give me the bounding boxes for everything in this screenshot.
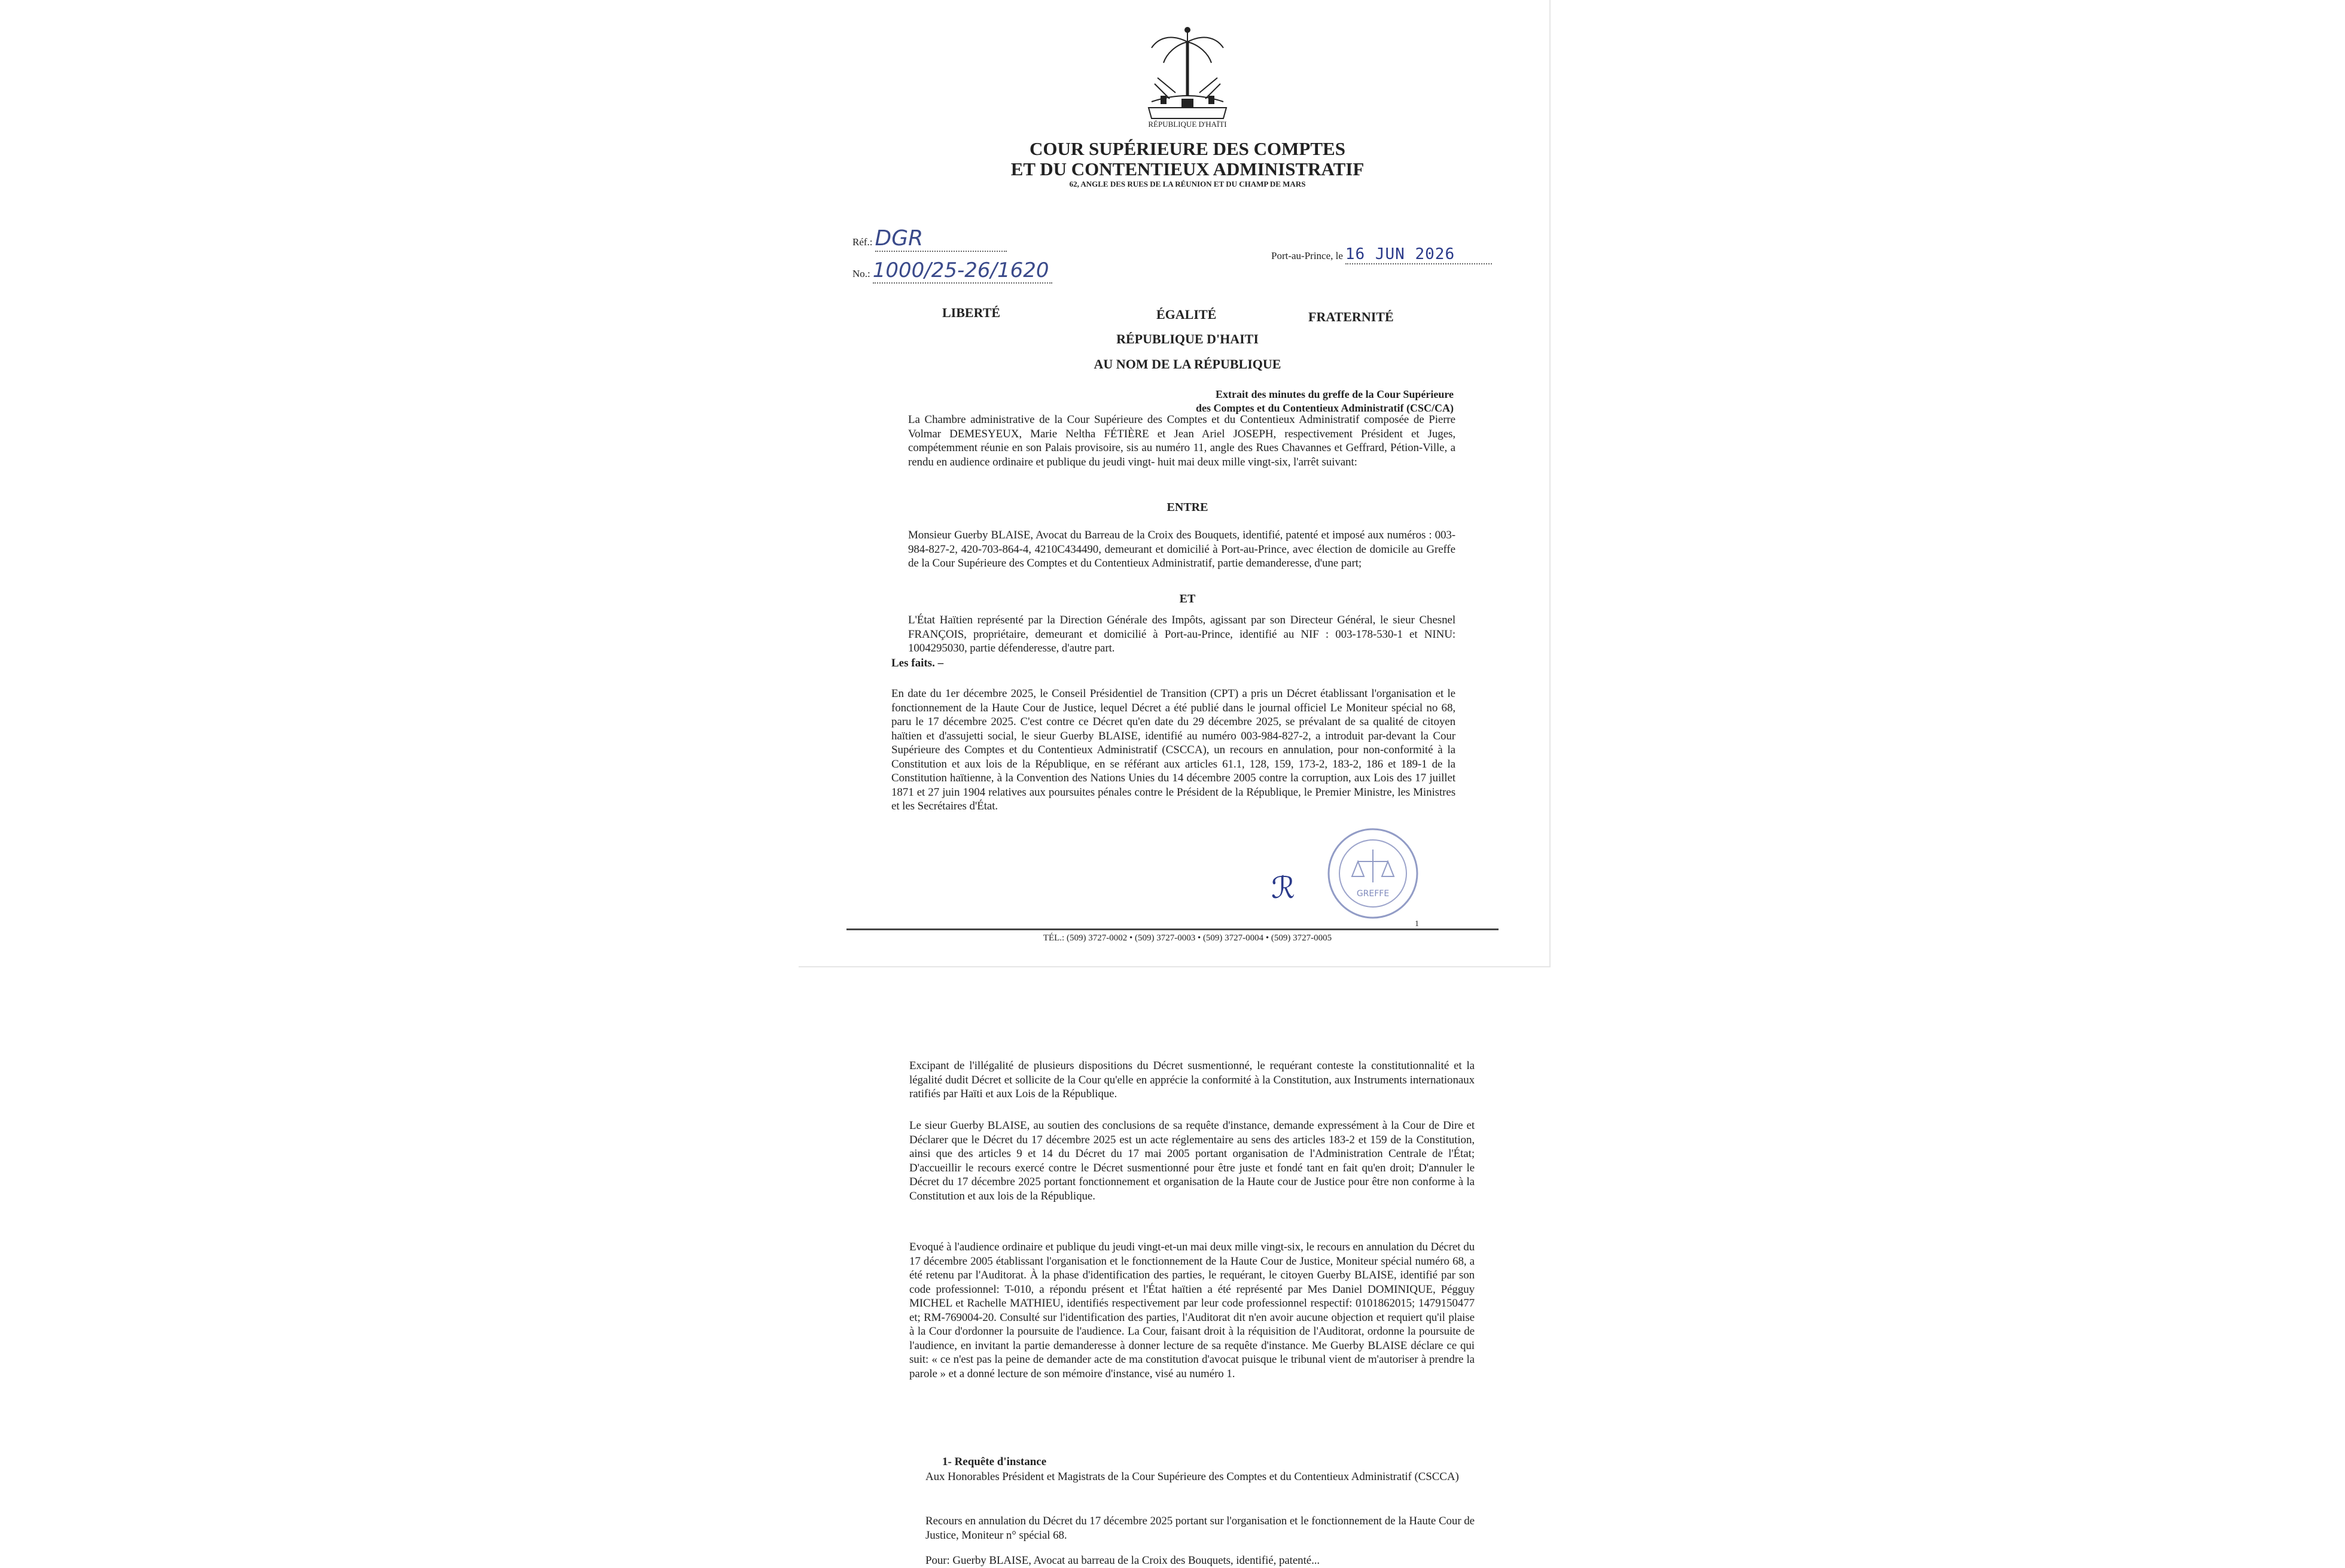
- date-row: [1271, 245, 1492, 264]
- paragraph-pour-partial: Pour: Guerby BLAISE, Avocat au barreau de la Croix des Bouquets, identifié, patenté...: [925, 1554, 1320, 1567]
- no-value-handwritten: 1000/25-26/1620: [873, 258, 1052, 284]
- ref-row: [852, 226, 1007, 252]
- seal-label: GREFFE: [1356, 889, 1390, 899]
- court-title-line2: ET DU CONTENTIEUX ADMINISTRATIF: [1010, 159, 1365, 179]
- paragraph-chambre: La Chambre administrative de la Cour Supérieure des Comptes et du Contentieux Administratif composée de Pierre Volmar DEMESYEUX, Marie Neltha FÉTIÈRE et Jean Ariel JOSEPH, respectivement Président et Juges, compétemment réunie en son Palais provisoire, sis au numéro 11, angle des Rues Chavannes et Geffrard, Pétion-Ville, a rendu en audience ordinaire et publique du jeudi vingt- huit mai deux mille vingt-six, l'arrêt suivant:: [908, 413, 1455, 468]
- extrait-block: [1116, 388, 1454, 415]
- heading-entre: ENTRE: [1167, 501, 1208, 514]
- court-address: 62, ANGLE DES RUES DE LA RÉUNION ET DU CHAMP DE MARS: [1069, 179, 1306, 188]
- extrait-line2: des Comptes et du Contentieux Administratif (CSC/CA): [1196, 402, 1454, 414]
- paragraph-evoque: Evoqué à l'audience ordinaire et publique du jeudi vingt-et-un mai deux mille vingt-six, le recours en annulation du Décret du 17 décembre 2005 établissant l'organisation et le fonctionnement de la Haute Cour de Justice, Moniteur spécial numéro 68, a été retenu par l'Auditorat. À la phase d'identification des parties, le requérant, le citoyen Guerby BLAISE, identifié par son code professionnel: T-010, a répondu présent et l'État haïtien a été représenté par Mes Daniel DOMINIQUE, Pégguy MICHEL et Rachelle MATHIEU, identifiés respectivement par leur code professionnel respectif: 0101862015; 1479150477 et; RM-769004-20. Consulté sur l'identification des parties, l'Auditorat dit n'en avoir aucune objection et requiert qu'il plaise à la Cour d'ordonner la poursuite de l'audience. La Cour, faisant droit à la réquisition de l'Auditorat, ordonne la poursuite de l'audience, en invitant la partie demanderesse à donner lecture de sa requête d'instance. Me Guerby BLAISE déclare ce qui suit: « ce n'est pas la peine de demander acte de ma constitution d'avocat puisque le tribunal vient de m'autoriser à prendre la parole » et a donné lecture de son mémoire d'instance, visé au numéro 1.: [909, 1241, 1475, 1380]
- paragraph-faits: En date du 1er décembre 2025, le Conseil Présidentiel de Transition (CPT) a pris un Décret établissant l'organisation et le fonctionnement de la Haute Cour de Justice, lequel Décret a été publié dans le journal officiel Le Moniteur spécial no 68, paru le 17 décembre 2025. C'est contre ce Décret qu'en date du 29 décembre 2025, se prévalant de sa qualité de citoyen haïtien et d'assujetti social, le sieur Guerby BLAISE, identifié au numéro 003-984-827-2, a introduit par-devant la Cour Supérieure des Comptes et du Contentieux Administratif (CSCCA), un recours en annulation, pour non-conformité à la Constitution et aux lois de la République, en se référant aux articles 61.1, 128, 159, 173-2, 183-2, 186 et 189-1 de la Constitution haïtienne, à la Convention des Nations Unies du 14 décembre 2005 contre la corruption, aux Lois des 17 juillet 1871 et 27 juin 1904 relatives aux poursuites pénales contre le Président de la République, le Premier Ministre, les Ministres et les Secrétaires d'État.: [891, 687, 1455, 812]
- ref-label: Réf.:: [852, 236, 873, 248]
- paragraph-etat: L'État Haïtien représenté par la Direction Générale des Impôts, agissant par son Directeur Général, le sieur Chesnel FRANÇOIS, propriétaire, demeurant et domicilié à Port-au-Prince, identifié au NIF : 003-178-530-1 et NINU: 1004295030, partie défenderesse, d'autre part.: [908, 614, 1455, 654]
- heading-les-faits: Les faits. –: [891, 657, 944, 669]
- paragraph-excipant: Excipant de l'illégalité de plusieurs dispositions du Décret susmentionné, le requérant conteste la constitutionnalité et la légalité dudit Décret et sollicite de la Cour qu'elle en apprécie la conformité à la Constitution, aux Instruments internationaux ratifiés par Haïti et aux Lois de la République.: [909, 1059, 1475, 1100]
- title-republique: RÉPUBLIQUE D'HAITI: [1116, 331, 1259, 346]
- page-number: 1: [1415, 920, 1419, 928]
- document-page-1: [799, 0, 1551, 967]
- republique-label: RÉPUBLIQUE D'HAÏTI: [1148, 120, 1227, 129]
- greffe-seal-stamp: [1325, 826, 1421, 921]
- paragraph-blaise: Monsieur Guerby BLAISE, Avocat du Barreau de la Croix des Bouquets, identifié, patenté et imposé aux numéros : 003-984-827-2, 420-703-864-4, 4210C434490, demeurant et domicilié à Port-au-Prince, avec élection de domicile au Greffe de la Cour Supérieure des Comptes et du Contentieux Administratif, partie demanderesse, d'une part;: [908, 529, 1455, 570]
- court-title-line1: COUR SUPÉRIEURE DES COMPTES: [1030, 138, 1345, 159]
- place-label: Port-au-Prince, le: [1271, 250, 1343, 261]
- paragraph-honorables: Aux Honorables Président et Magistrats de la Cour Supérieure des Comptes et du Contentieux Administratif (CSCCA): [925, 1470, 1459, 1483]
- motto-liberte: LIBERTÉ: [942, 305, 1001, 320]
- heading-et: ET: [1179, 592, 1196, 605]
- motto-fraternite: FRATERNITÉ: [1308, 309, 1394, 324]
- court-title: [978, 139, 1397, 179]
- footer-divider: [846, 928, 1499, 930]
- title-au-nom: AU NOM DE LA RÉPUBLIQUE: [1094, 357, 1281, 372]
- paragraph-sieur-blaise: Le sieur Guerby BLAISE, au soutien des conclusions de sa requête d'instance, demande expressément à la Cour de Dire et Déclarer que le Décret du 17 décembre 2025 est un acte réglementaire au sens des articles 183-2 et 159 de la Constitution, ainsi que des articles 9 et 14 du Décret du 17 mai 2005 portant organisation de l'Administration Centrale de l'État; D'accueillir le recours exercé contre le Décret susmentionné pour être juste et fondé tant en fait qu'en droit; D'annuler le Décret du 17 décembre 2025 portant fonctionnement et organisation de la Haute cour de Justice pour être non conforme à la Constitution et aux lois de la République.: [909, 1119, 1475, 1202]
- handwritten-paraph: ℛ: [1271, 870, 1295, 905]
- ref-value-handwritten: DGR: [875, 226, 1007, 252]
- extrait-line1: Extrait des minutes du greffe de la Cour Supérieure: [1216, 388, 1454, 400]
- date-stamp: 16 JUN 2026: [1345, 245, 1492, 264]
- section-requete-instance: 1- Requête d'instance: [942, 1456, 1047, 1468]
- no-row: [852, 258, 1052, 284]
- paragraph-recours: Recours en annulation du Décret du 17 décembre 2025 portant sur l'organisation et le fonctionnement de la Haute Cour de Justice, Moniteur n° spécial 68.: [925, 1515, 1475, 1542]
- coat-of-arms-emblem: [1134, 24, 1241, 132]
- no-label: No.:: [852, 268, 870, 279]
- footer-telephone: TÉL.: (509) 3727-0002 • (509) 3727-0003 • (509) 3727-0004 • (509) 3727-0005: [1043, 933, 1332, 943]
- document-page-2: [799, 996, 1549, 1567]
- motto-egalite: ÉGALITÉ: [1156, 307, 1217, 322]
